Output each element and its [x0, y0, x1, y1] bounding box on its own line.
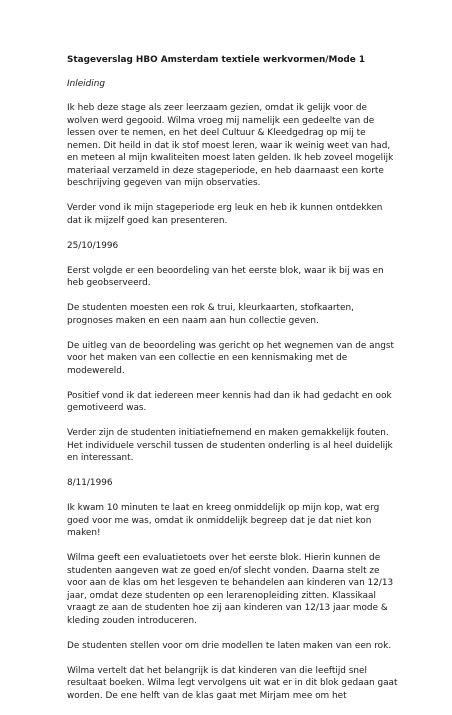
paragraph-intro-conclusion: Verder vond ik mijn stageperiode erg leuk en heb ik kunnen ontdekken dat ik mijzelf goed kan presenteren. [67, 203, 383, 226]
section-heading-inleiding: Inleiding [67, 78, 105, 89]
date-heading-1: 25/10/1996 [67, 240, 119, 251]
paragraph-beoordeling: Eerst volgde er een beoordeling van het eerste blok, waar ik bij was en heb geobserveerd. [67, 265, 384, 288]
paragraph-uitleg: De uitleg van de beoordeling was gericht op het wegnemen van de angst voor het maken van een collectie en een kennismaking met de modewereld. [67, 340, 394, 376]
paragraph-resultaat: Wilma vertelt dat het belangrijk is dat kinderen van die leeftijd snel resultaat boeken. Wilma legt vervolgens uit wat er in dit blok gedaan gaat worden. De ene helft van de klas gaat met Mirjam mee om het [67, 665, 398, 701]
document-page [67, 54, 407, 715]
document-title: Stageverslag HBO Amsterdam textiele werkvormen/Mode 1 [67, 55, 366, 65]
paragraph-opdracht: De studenten moesten een rok & trui, kleurkaarten, stofkaarten, prognoses maken en een naam aan hun collectie geven. [67, 303, 354, 326]
date-heading-2: 8/11/1996 [67, 478, 113, 488]
paragraph-te-laat: Ik kwam 10 minuten te laat en kreeg onmiddelijk op mijn kop, wat erg goed voor me was, omdat ik onmiddelijk begreep dat je dat niet kon maken! [67, 503, 380, 538]
paragraph-studenten: Verder zijn de studenten initiatiefnemend en maken gemakkelijk fouten. Het individuele verschil tussen de studenten onderling is al heel duidelijk en interessant. [67, 428, 393, 463]
paragraph-positief: Positief vond ik dat iedereen meer kennis had dan ik had gedacht en ook gemotiveerd was. [67, 390, 392, 413]
paragraph-intro: Ik heb deze stage als zeer leerzaam gezien, omdat ik gelijk voor de wolven werd gegooid. Wilma vroeg mij namelijk een gedeelte van de lessen over te nemen, en het deel Cultuur & Kleedgedrag op mij te nemen. Dit heild in dat ik stof moest leren, waar ik weinig weet van had, en meteen al mijn kwaliteiten moest laten gelden. Ik heb zoveel mogelijk materiaal verzameld in deze stageperiode, en heb daarnaast een korte beschrijving gegeven van mijn observaties. [67, 103, 394, 188]
paragraph-voorstel: De studenten stellen voor om drie modellen te laten maken van een rok. [67, 640, 392, 651]
paragraph-evaluatietoets: Wilma geeft een evaluatietoets over het eerste blok. Hierin kunnen de studenten aangeven wat ze goed en/of slecht vonden. Daarna stelt ze voor aan de klas om het lesgeven te behandelen aan kinderen van 12/13 jaar, omdat deze studenten op een lerarenopleiding zitten. Klassikaal vraagt ze aan de studenten hoe zij aan kinderen van 12/13 jaar mode & kleding zouden introduceren. [67, 553, 394, 626]
